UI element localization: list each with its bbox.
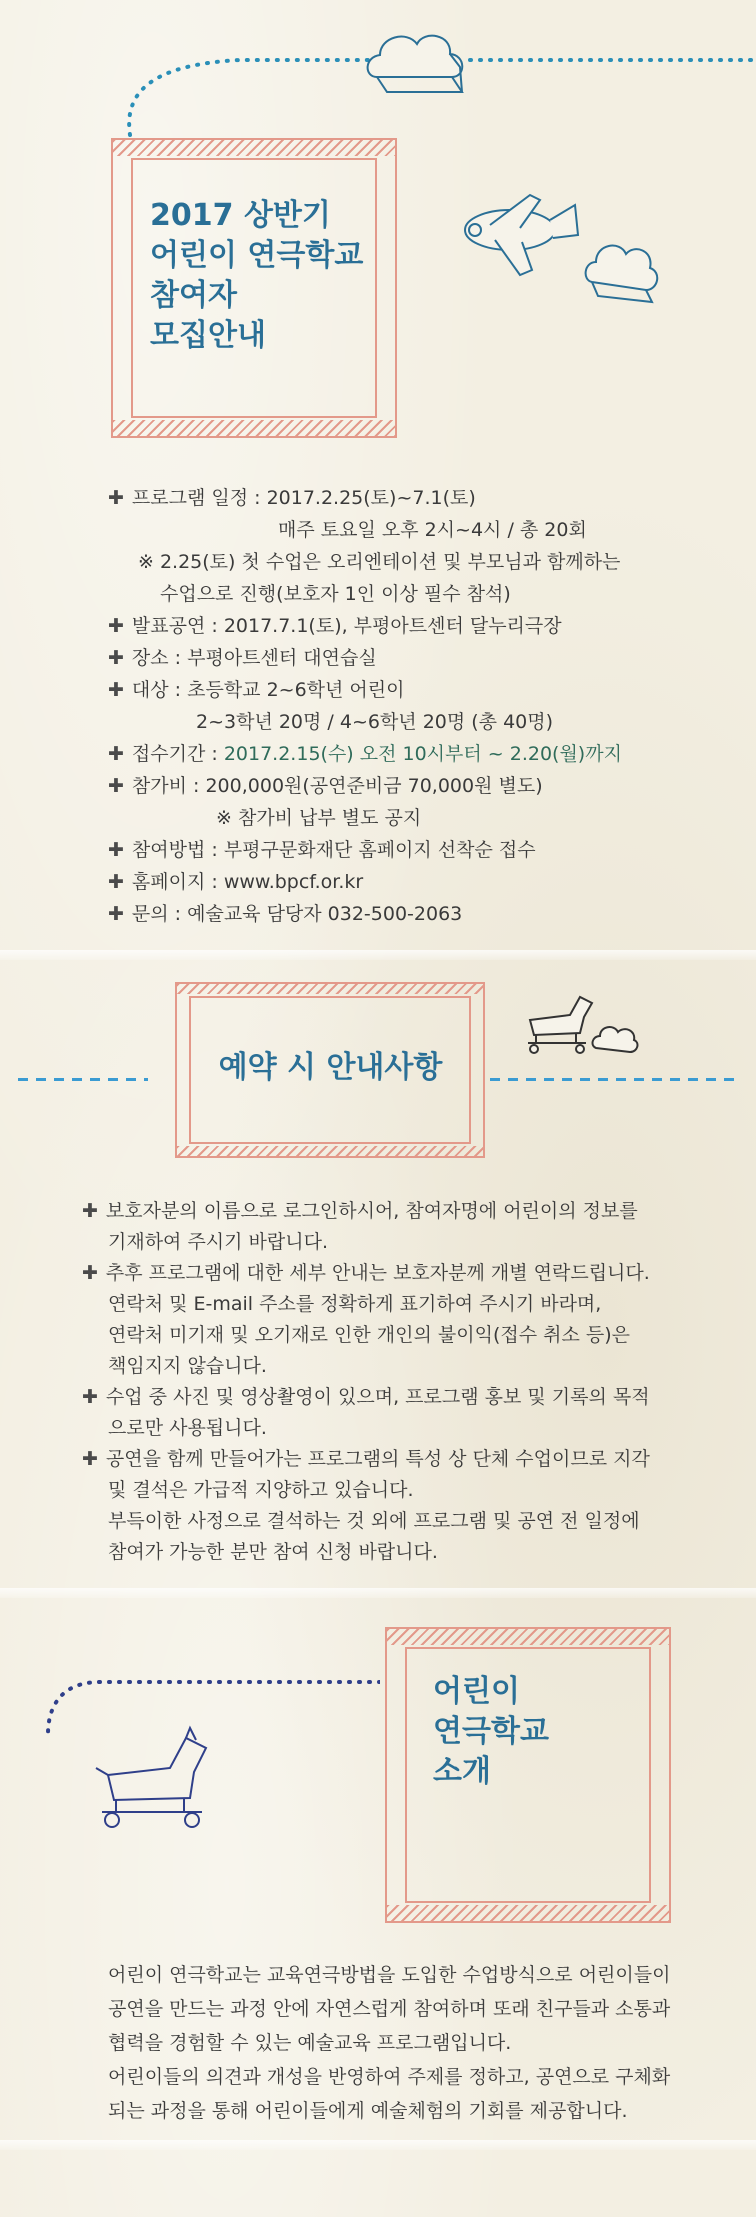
info-target-detail: 2~3학년 20명 / 4~6학년 20명 (총 40명) (196, 711, 554, 733)
cross-bullet-icon: ✚ (82, 1200, 98, 1222)
cross-bullet-icon: ✚ (108, 871, 124, 893)
section-divider (0, 2140, 756, 2150)
recruitment-info-list (108, 482, 728, 932)
notice-attendance: ✚ 공연을 함께 만들어가는 프로그램의 특성 상 단체 수업이므로 지각 (82, 1448, 650, 1470)
info-orientation-note-2: 수업으로 진행(보호자 1인 이상 필수 참석) (160, 583, 511, 605)
cross-bullet-icon: ✚ (108, 839, 124, 861)
section-divider (0, 950, 756, 960)
info-homepage: ✚ 홈페이지 : www.bpcf.or.kr (108, 871, 364, 893)
cross-bullet-icon: ✚ (108, 903, 124, 925)
notice-contact-4: 책임지지 않습니다. (108, 1355, 267, 1377)
cloud-icon (362, 22, 472, 102)
cross-bullet-icon: ✚ (108, 647, 124, 669)
dashed-line-left (18, 1078, 148, 1081)
info-performance: ✚ 발표공연 : 2017.7.1(토), 부평아트센터 달누리극장 (108, 615, 562, 637)
notice-title: 예약 시 안내사항 (218, 1050, 443, 1085)
notice-contact: ✚ 추후 프로그램에 대한 세부 안내는 보호자분께 개별 연락드립니다. (82, 1262, 650, 1284)
info-fee: ✚ 참가비 : 200,000원(공연준비금 70,000원 별도) (108, 775, 543, 797)
airplane-icon (450, 190, 580, 280)
cross-bullet-icon: ✚ (82, 1386, 98, 1408)
notice-contact-2: 연락처 및 E-mail 주소를 정확하게 표기하여 주시기 바라며, (108, 1293, 602, 1315)
notice-contact-3: 연락처 미기재 및 오기재로 인한 개인의 불이익(접수 취소 등)은 (108, 1324, 630, 1346)
notice-login: ✚ 보호자분의 이름으로 로그인하시어, 참여자명에 어린이의 정보를 (82, 1200, 638, 1222)
notice-login-2: 기재하여 주시기 바랍니다. (108, 1231, 329, 1253)
cross-bullet-icon: ✚ (108, 615, 124, 637)
intro-line: 어린이들의 의견과 개성을 반영하여 주제를 정하고, 공연으로 구체화 (108, 2066, 671, 2088)
intro-line: 협력을 경험할 수 있는 예술교육 프로그램입니다. (108, 2032, 512, 2054)
info-target: ✚ 대상 : 초등학교 2~6학년 어린이 (108, 679, 405, 701)
rocking-horse-icon (520, 985, 598, 1055)
section-divider (0, 1588, 756, 1598)
cloud-icon (582, 232, 662, 312)
cross-bullet-icon: ✚ (82, 1448, 98, 1470)
cloud-icon (590, 1020, 640, 1060)
registration-period-highlight: 2017.2.15(수) 오전 10시부터 ~ 2.20(월)까지 (223, 743, 622, 765)
info-registration-period: ✚ 접수기간 : 2017.2.15(수) 오전 10시부터 ~ 2.20(월)까지 (108, 743, 622, 765)
info-fee-note: ※ 참가비 납부 별도 공지 (216, 807, 422, 829)
notice-attendance-2: 및 결석은 가급적 지양하고 있습니다. (108, 1479, 414, 1501)
cross-bullet-icon: ✚ (108, 743, 124, 765)
intro-title: 어린이 연극학교 소개 (433, 1674, 549, 1789)
cross-bullet-icon: ✚ (108, 679, 124, 701)
cross-bullet-icon: ✚ (82, 1262, 98, 1284)
dashed-line-right (490, 1078, 740, 1081)
intro-paragraph (108, 1958, 728, 2128)
info-schedule: ✚ 프로그램 일정 : 2017.2.25(토)~7.1(토) (108, 487, 476, 509)
notice-list (82, 1196, 702, 1568)
rocking-horse-icon (90, 1720, 220, 1830)
intro-line: 공연을 만드는 과정 안에 자연스럽게 참여하며 또래 친구들과 소통과 (108, 1998, 671, 2020)
intro-line: 어린이 연극학교는 교육연극방법을 도입한 수업방식으로 어린이들이 (108, 1964, 671, 1986)
cross-bullet-icon: ✚ (108, 775, 124, 797)
cross-bullet-icon: ✚ (108, 487, 124, 509)
recruitment-title: 2017 상반기 어린이 연극학교 참여자 모집안내 (150, 198, 364, 353)
intro-line: 되는 과정을 통해 어린이들에게 예술체험의 기회를 제공합니다. (108, 2100, 628, 2122)
notice-photo-2: 으로만 사용됩니다. (108, 1417, 267, 1439)
info-contact: ✚ 문의 : 예술교육 담당자 032-500-2063 (108, 903, 463, 925)
info-orientation-note: ※ 2.25(토) 첫 수업은 오리엔테이션 및 부모님과 함께하는 (138, 551, 621, 573)
info-venue: ✚ 장소 : 부평아트센터 대연습실 (108, 647, 377, 669)
notice-photo: ✚ 수업 중 사진 및 영상촬영이 있으며, 프로그램 홍보 및 기록의 목적 (82, 1386, 650, 1408)
notice-attendance-4: 참여가 가능한 분만 참여 신청 바랍니다. (108, 1541, 438, 1563)
info-method: ✚ 참여방법 : 부평구문화재단 홈페이지 선착순 접수 (108, 839, 536, 861)
notice-attendance-3: 부득이한 사정으로 결석하는 것 외에 프로그램 및 공연 전 일정에 (108, 1510, 640, 1532)
info-schedule-detail: 매주 토요일 오후 2시~4시 / 총 20회 (278, 519, 587, 541)
